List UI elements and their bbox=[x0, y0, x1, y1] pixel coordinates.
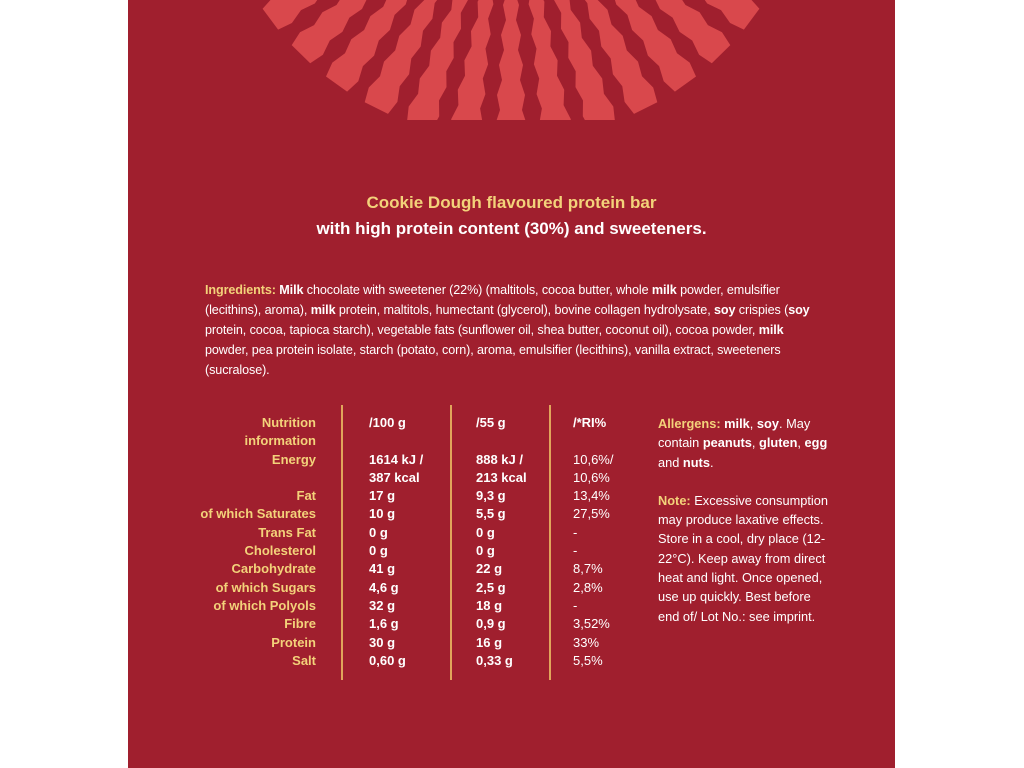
per-55g-value: 0,9 g bbox=[476, 616, 506, 632]
per-100g-value: 41 g bbox=[369, 561, 396, 577]
ri-value: 5,5% bbox=[573, 652, 603, 668]
nutrition-label: information bbox=[244, 433, 316, 449]
text-segment: , bbox=[749, 416, 757, 431]
allergen-word: egg bbox=[804, 435, 828, 451]
ingredients-body bbox=[205, 283, 810, 377]
text-segment: powder, pea protein isolate, starch (potato, corn), aroma, emulsifier (lecithins), vanilla extract, sweeteners (sucralose). bbox=[205, 343, 781, 377]
text-segment: crispies ( bbox=[735, 303, 789, 317]
nutrition-label bbox=[188, 469, 316, 487]
text-segment: and bbox=[658, 454, 683, 470]
per-100g-value: 0 g bbox=[369, 543, 388, 559]
per-55g-value bbox=[476, 432, 527, 450]
nutrition-labels-column bbox=[188, 414, 316, 670]
per-55g-value: 213 kcal bbox=[476, 469, 527, 485]
ri-value: 27,5% bbox=[573, 506, 610, 522]
note-label: Note: bbox=[658, 492, 691, 508]
per-100g-value: 0,60 g bbox=[369, 652, 406, 668]
nutrition-label: of which Saturates bbox=[200, 506, 316, 522]
per-55g-value: 5,5 g bbox=[476, 506, 506, 522]
per-100g-value: 30 g bbox=[369, 634, 396, 650]
allergen-word: nuts bbox=[682, 454, 710, 470]
ri-value: /*RI% bbox=[573, 415, 607, 430]
per-100g-column bbox=[369, 414, 423, 670]
nutrition-label: Protein bbox=[271, 634, 316, 650]
ri-value: 2,8% bbox=[573, 579, 603, 595]
allergen-word: soy bbox=[714, 303, 736, 317]
per-55g-column bbox=[476, 414, 527, 670]
text-segment: , bbox=[751, 435, 760, 451]
ri-value: 3,52% bbox=[573, 616, 610, 632]
nutrition-label: Trans Fat bbox=[258, 524, 316, 540]
per-55g-value: 0,33 g bbox=[476, 652, 513, 668]
per-100g-value: 32 g bbox=[369, 597, 396, 613]
per-55g-value: 0 g bbox=[476, 543, 495, 559]
per-55g-value: 16 g bbox=[476, 634, 503, 650]
per-55g-value: 2,5 g bbox=[476, 579, 506, 595]
nutrition-label: of which Sugars bbox=[215, 579, 316, 595]
ri-value: - bbox=[573, 524, 578, 540]
nutrition-label: Fat bbox=[296, 488, 316, 504]
allergen-word: peanuts bbox=[702, 435, 752, 451]
ri-value: - bbox=[573, 597, 578, 613]
allergen-word: soy bbox=[756, 416, 779, 431]
ri-percent-column bbox=[573, 414, 613, 670]
column-divider bbox=[549, 405, 551, 680]
nutrition-label: Fibre bbox=[284, 616, 316, 632]
per-55g-value: 18 g bbox=[476, 597, 503, 613]
per-100g-value: 4,6 g bbox=[369, 579, 399, 595]
ri-value: 13,4% bbox=[573, 488, 610, 504]
per-55g-value: 9,3 g bbox=[476, 488, 506, 504]
text-segment: protein, cocoa, tapioca starch), vegetable fats (sunflower oil, shea butter, coconut oil), cocoa powder, bbox=[205, 323, 759, 337]
allergen-word: gluten bbox=[759, 435, 798, 451]
column-divider bbox=[341, 405, 343, 680]
text-segment: , bbox=[797, 435, 805, 451]
ingredients-text bbox=[205, 280, 810, 380]
nutrition-label: Nutrition bbox=[261, 415, 316, 430]
nutrition-label: Salt bbox=[292, 652, 316, 668]
ri-value: 10,6% bbox=[573, 469, 610, 485]
per-100g-value: 17 g bbox=[369, 488, 396, 504]
ri-value bbox=[573, 432, 613, 450]
per-55g-value: 888 kJ / bbox=[476, 451, 523, 467]
per-55g-value: /55 g bbox=[476, 415, 506, 430]
per-100g-value: 1614 kJ / bbox=[369, 451, 424, 467]
note-text bbox=[658, 491, 828, 626]
ri-value: 33% bbox=[573, 634, 600, 650]
nutrition-label: Cholesterol bbox=[244, 543, 316, 559]
per-55g-value: 22 g bbox=[476, 561, 503, 577]
text-segment: chocolate with sweetener (22%) (maltitols, cocoa butter, whole bbox=[303, 283, 652, 297]
per-55g-value: 0 g bbox=[476, 524, 495, 540]
allergen-word: milk bbox=[758, 323, 784, 337]
ri-value: 10,6%/ bbox=[573, 451, 614, 467]
product-title: Cookie Dough flavoured protein bar bbox=[366, 193, 657, 212]
per-100g-value: /100 g bbox=[369, 415, 406, 430]
allergens-label: Allergens: bbox=[658, 416, 721, 431]
ri-value: 8,7% bbox=[573, 561, 603, 577]
sunburst-rays-decoration bbox=[128, 0, 895, 120]
ri-value: - bbox=[573, 543, 578, 559]
nutrition-label: of which Polyols bbox=[213, 597, 316, 613]
allergen-word: soy bbox=[788, 303, 810, 317]
product-subtitle: with high protein content (30%) and sweeteners. bbox=[316, 219, 707, 238]
note-body: Excessive consumption may produce laxative effects. Store in a cool, dry place (12-22°C). Keep away from direct heat and light. Once opened, use up quickly. Best before end of/ Lot No.: see imprint. bbox=[658, 492, 828, 624]
per-100g-value bbox=[369, 432, 423, 450]
allergen-word: Milk bbox=[279, 283, 304, 297]
ingredients-label: Ingredients: bbox=[205, 283, 276, 297]
allergens-text bbox=[658, 414, 828, 472]
sunburst-ray bbox=[495, 0, 527, 120]
column-divider bbox=[450, 405, 452, 680]
nutrition-label: Energy bbox=[271, 451, 316, 467]
per-100g-value: 1,6 g bbox=[369, 616, 399, 632]
allergens-note-block bbox=[658, 414, 828, 626]
packaging-panel bbox=[128, 0, 895, 768]
allergen-word: milk bbox=[651, 283, 677, 297]
nutrition-label: Carbohydrate bbox=[231, 561, 316, 577]
per-100g-value: 10 g bbox=[369, 506, 396, 522]
allergen-word: milk bbox=[724, 416, 750, 431]
text-segment: protein, maltitols, humectant (glycerol), bovine collagen hydrolysate, bbox=[335, 303, 714, 317]
text-segment: powder, emulsifier (lecithins), aroma), bbox=[205, 283, 780, 317]
per-100g-value: 387 kcal bbox=[369, 469, 420, 485]
text-segment: . bbox=[709, 454, 714, 470]
allergen-word: milk bbox=[310, 303, 336, 317]
per-100g-value: 0 g bbox=[369, 524, 388, 540]
text-segment: . May contain bbox=[658, 416, 811, 451]
